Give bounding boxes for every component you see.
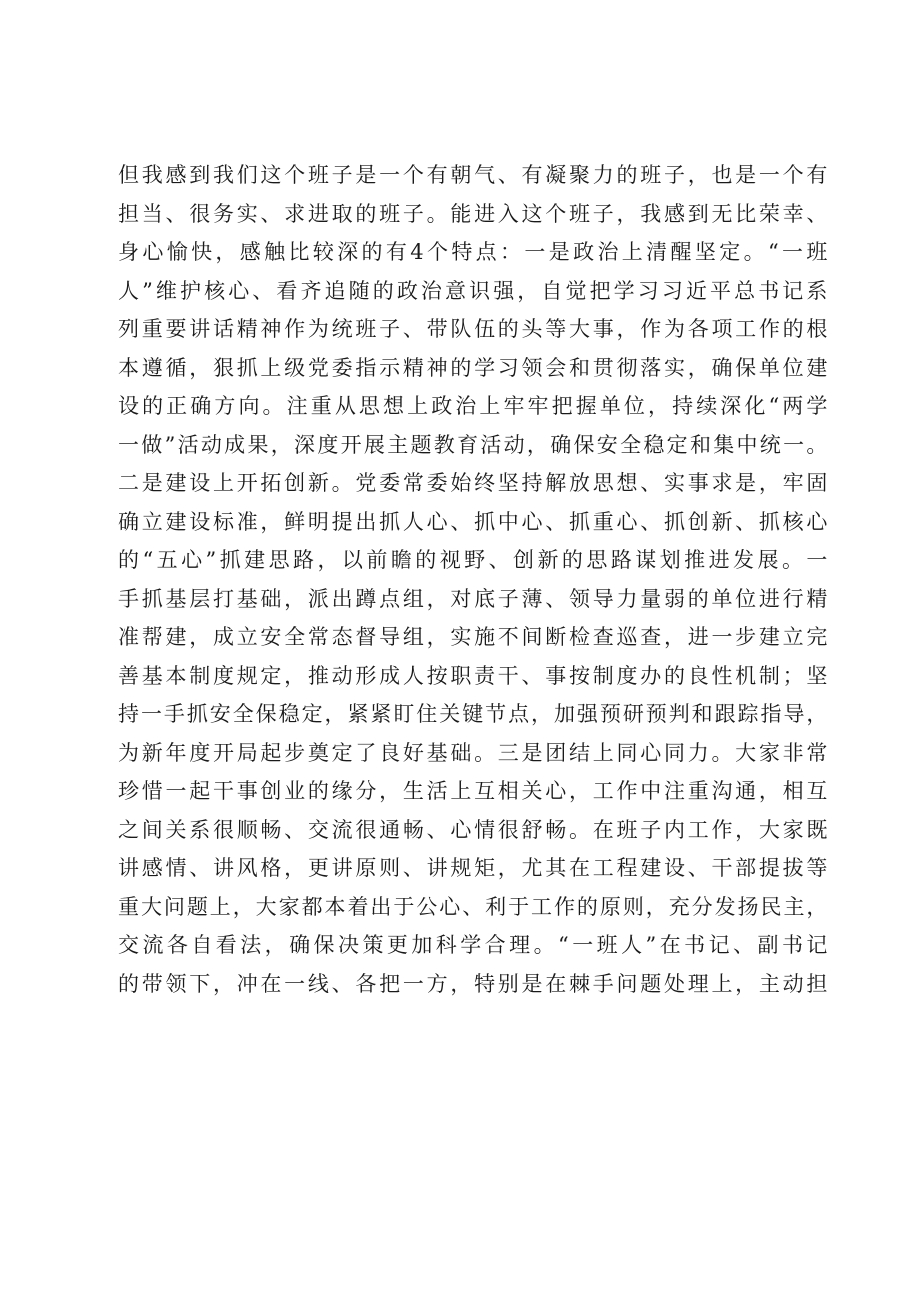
text-line: 的“五心”抓建思路，以前瞻的视野、创新的思路谋划推进发展。一 [118,548,828,572]
text-line: 准帮建，成立安全常态督导组，实施不间断检查巡查，进一步建立完 [118,625,828,649]
text-line: 人”维护核心、看齐追随的政治意识强，自觉把学习习近平总书记系 [118,278,828,303]
text-line: 持一手抓安全保稳定，紧紧盯住关键节点，加强预研预判和跟踪指导， [118,702,828,726]
text-line: 身心愉快，感触比较深的有4个特点：一是政治上清醒坚定。“一班 [118,240,828,264]
text-line: 交流各自看法，确保决策更加科学合理。“一班人”在书记、副书记 [118,933,828,957]
text-line: 手抓基层打基础，派出蹲点组，对底子薄、领导力量弱的单位进行精 [118,586,828,611]
text-line: 的带领下，冲在一线、各把一方，特别是在棘手问题处理上，主动担 [118,971,828,996]
text-line: 珍惜一起干事创业的缘分，生活上互相关心，工作中注重沟通，相互 [118,779,828,803]
text-line: 一做”活动成果，深度开展主题教育活动，确保安全稳定和集中统一。 [118,432,828,457]
text-line: 设的正确方向。注重从思想上政治上牢牢把握单位，持续深化“两学 [118,394,828,418]
text-line: 为新年度开局起步奠定了良好基础。三是团结上同心同力。大家非常 [118,740,828,765]
text-line: 重大问题上，大家都本着出于公心、利于工作的原则，充分发扬民主， [118,894,828,919]
body-paragraph [118,156,828,1003]
text-line: 讲感情、讲风格，更讲原则、讲规矩，尤其在工程建设、干部提拔等 [118,856,828,880]
text-line: 确立建设标准，鲜明提出抓人心、抓中心、抓重心、抓创新、抓核心 [118,509,828,534]
text-line: 二是建设上开拓创新。党委常委始终坚持解放思想、实事求是，牢固 [118,471,828,495]
text-line: 本遵循，狠抓上级党委指示精神的学习领会和贯彻落实，确保单位建 [118,355,828,380]
text-line: 担当、很务实、求进取的班子。能进入这个班子，我感到无比荣幸、 [118,201,828,226]
text-line: 列重要讲话精神作为统班子、带队伍的头等大事，作为各项工作的根 [118,317,828,341]
text-line: 但我感到我们这个班子是一个有朝气、有凝聚力的班子，也是一个有 [118,163,828,187]
text-line: 善基本制度规定，推动形成人按职责干、事按制度办的良性机制；坚 [118,663,828,688]
text-line: 之间关系很顺畅、交流很通畅、心情很舒畅。在班子内工作，大家既 [118,817,828,842]
